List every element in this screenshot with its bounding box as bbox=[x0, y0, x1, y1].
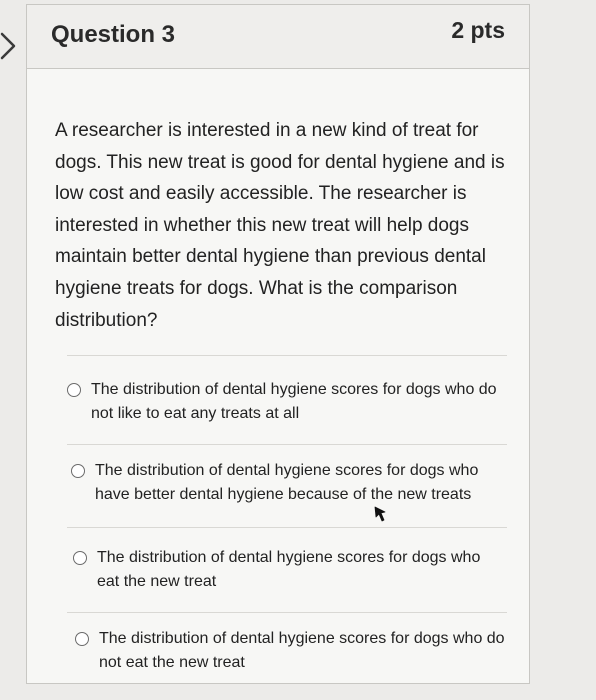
answer-list bbox=[67, 355, 507, 675]
answer-option-4[interactable] bbox=[67, 627, 507, 675]
radio-button-icon[interactable] bbox=[67, 383, 81, 397]
radio-button-icon[interactable] bbox=[75, 632, 89, 646]
radio-button-icon[interactable] bbox=[73, 551, 87, 565]
mouse-cursor-icon bbox=[373, 505, 387, 523]
question-title: Question 3 bbox=[51, 20, 176, 48]
answer-label: The distribution of dental hygiene scores for dogs who do not like to eat any treats at all bbox=[91, 381, 497, 422]
chevron-right-icon[interactable] bbox=[0, 28, 22, 64]
answer-label: The distribution of dental hygiene scores for dogs who do not eat the new treat bbox=[99, 630, 505, 671]
answer-separator bbox=[67, 444, 507, 445]
answer-option-1[interactable] bbox=[67, 378, 507, 426]
question-text: A researcher is interested in a new kind of treat for dogs. This new treat is good for dental hygiene and is low cost and easily accessible. The researcher is interested in whether this new treat will help dogs maintain better dental hygiene than previous dental hygiene treats for dogs. What is the comparison distribution? bbox=[55, 120, 505, 331]
answer-separator bbox=[67, 527, 507, 528]
radio-button-icon[interactable] bbox=[71, 464, 85, 478]
answer-label: The distribution of dental hygiene scores for dogs who have better dental hygiene because of the new treats bbox=[95, 462, 479, 503]
answer-option-3[interactable] bbox=[67, 546, 507, 594]
question-header bbox=[27, 5, 529, 69]
answer-separator bbox=[67, 355, 507, 356]
question-points: 2 pts bbox=[451, 17, 505, 43]
question-card bbox=[26, 4, 530, 684]
answer-separator bbox=[67, 612, 507, 613]
answer-label: The distribution of dental hygiene scores for dogs who eat the new treat bbox=[97, 549, 481, 590]
answer-option-2[interactable] bbox=[67, 459, 507, 507]
